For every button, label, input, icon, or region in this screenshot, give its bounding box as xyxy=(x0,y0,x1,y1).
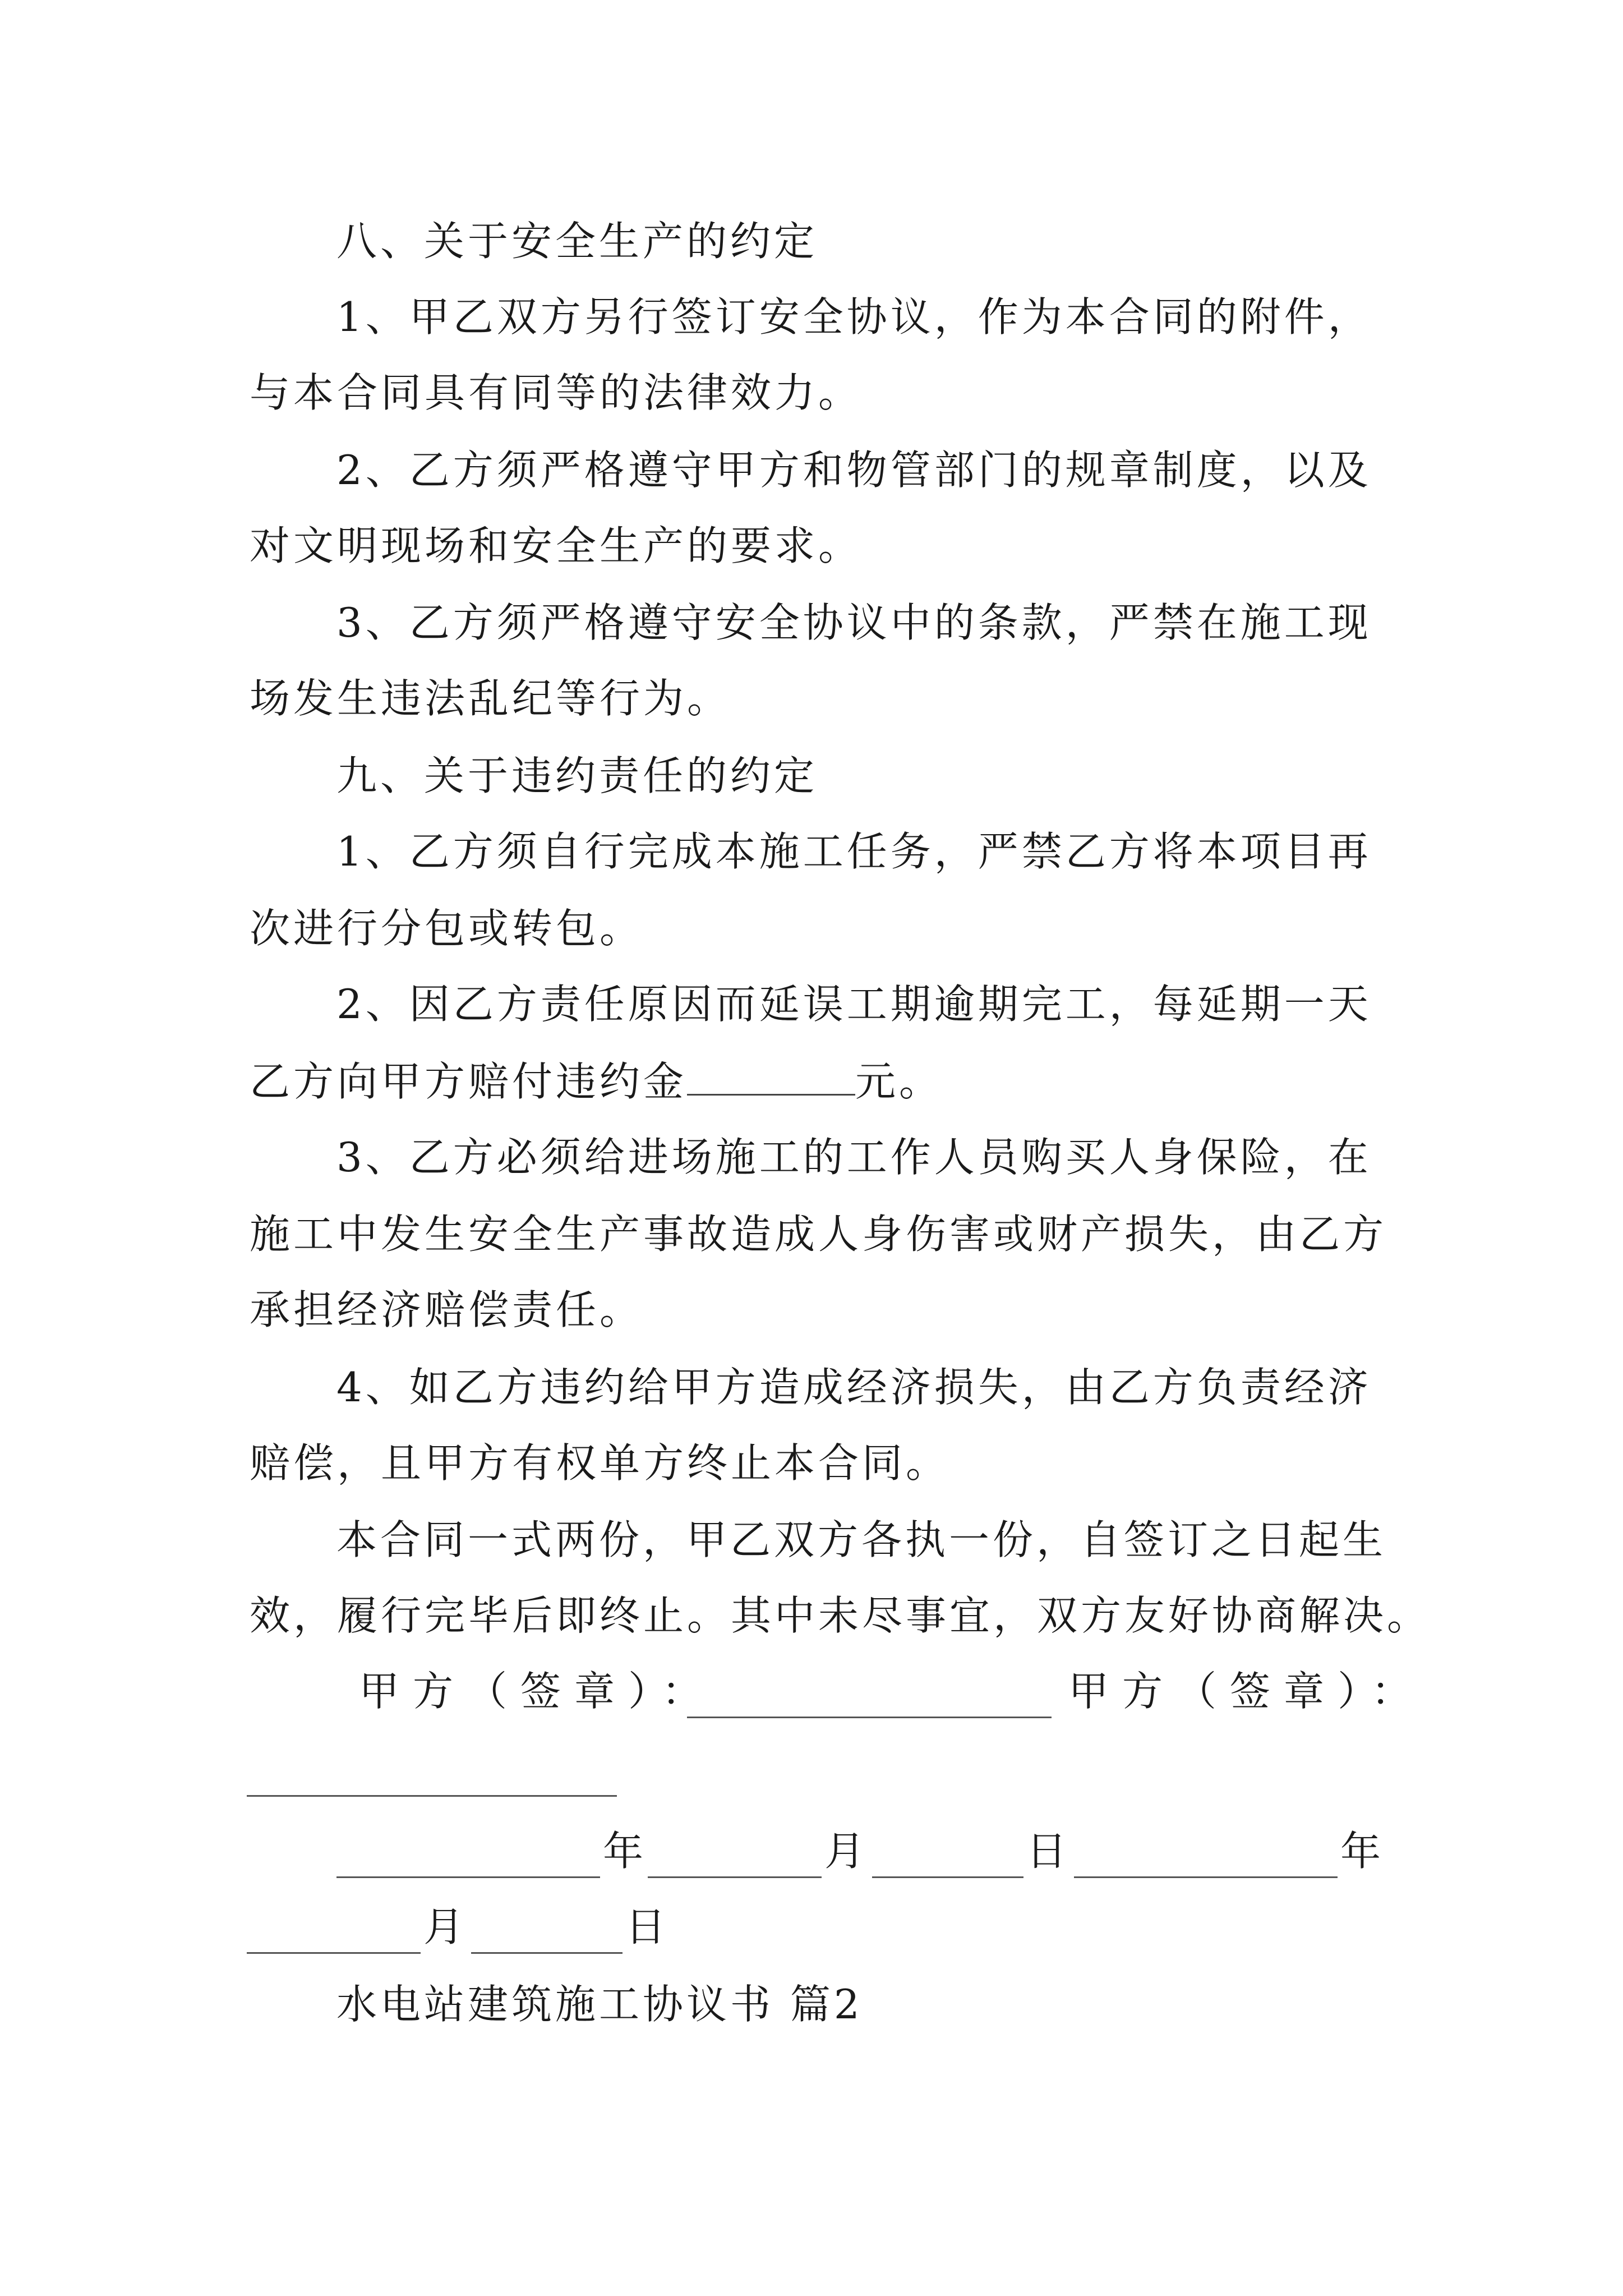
month-blank-1[interactable] xyxy=(648,1876,822,1878)
currency-unit: 元。 xyxy=(855,1058,943,1105)
party-a-signature-blank[interactable] xyxy=(687,1717,1052,1718)
next-document-title: 水电站建筑施工协议书 篇2 xyxy=(336,1981,863,2028)
paragraph-line: 次进行分包或转包。 xyxy=(250,905,644,952)
paragraph-line: 4、如乙方违约给甲方造成经济损失，由乙方负责经济 xyxy=(336,1364,1372,1411)
year-blank-2[interactable] xyxy=(1074,1876,1338,1878)
section-heading-8: 八、关于安全生产的约定 xyxy=(336,218,818,265)
paragraph-line: 赔偿，且甲方有权单方终止本合同。 xyxy=(250,1439,950,1487)
year-label: 年 xyxy=(1340,1828,1385,1875)
day-label: 日 xyxy=(1026,1828,1071,1875)
year-label: 年 xyxy=(603,1828,647,1875)
day-label: 日 xyxy=(625,1903,670,1950)
paragraph-line: 3、乙方必须给进场施工的工作人员购买人身保险，在 xyxy=(336,1134,1372,1181)
month-blank-2[interactable] xyxy=(247,1952,421,1954)
paragraph-line: 1、甲乙双方另行签订安全协议，作为本合同的附件， xyxy=(336,293,1372,341)
day-blank-2[interactable] xyxy=(471,1952,623,1954)
penalty-amount-blank[interactable] xyxy=(687,1060,855,1096)
party-b-signature-blank[interactable] xyxy=(247,1795,617,1797)
party-b-signature-label: 甲方（签章）： xyxy=(1068,1668,1426,1715)
day-blank-1[interactable] xyxy=(872,1876,1023,1878)
paragraph-line: 2、因乙方责任原因而延误工期逾期完工，每延期一天 xyxy=(336,981,1372,1028)
year-blank-1[interactable] xyxy=(336,1876,600,1878)
paragraph-line: 1、乙方须自行完成本施工任务，严禁乙方将本项目再 xyxy=(336,828,1372,875)
month-label: 月 xyxy=(824,1828,869,1875)
paragraph-line: 施工中发生安全生产事故造成人身伤害或财产损失，由乙方 xyxy=(250,1211,1387,1258)
paragraph-line xyxy=(250,1053,943,1110)
party-a-signature-label: 甲方（签章）： xyxy=(359,1668,716,1715)
section-heading-9: 九、关于违约责任的约定 xyxy=(336,752,818,799)
paragraph-line: 场发生违法乱纪等行为。 xyxy=(250,675,731,722)
paragraph-line: 对文明现场和安全生产的要求。 xyxy=(250,522,863,569)
paragraph-line: 2、乙方须严格遵守甲方和物管部门的规章制度，以及 xyxy=(336,447,1372,494)
paragraph-line: 承担经济赔偿责任。 xyxy=(250,1286,644,1333)
month-label: 月 xyxy=(423,1903,468,1950)
paragraph-line: 本合同一式两份，甲乙双方各执一份，自签订之日起生 xyxy=(336,1516,1387,1563)
penalty-text: 乙方向甲方赔付违约金 xyxy=(250,1058,688,1105)
paragraph-line: 效，履行完毕后即终止。其中未尽事宜，双方友好协商解决。 xyxy=(250,1592,1431,1639)
paragraph-line: 3、乙方须严格遵守安全协议中的条款，严禁在施工现 xyxy=(336,599,1372,646)
paragraph-line: 与本合同具有同等的法律效力。 xyxy=(250,369,863,416)
